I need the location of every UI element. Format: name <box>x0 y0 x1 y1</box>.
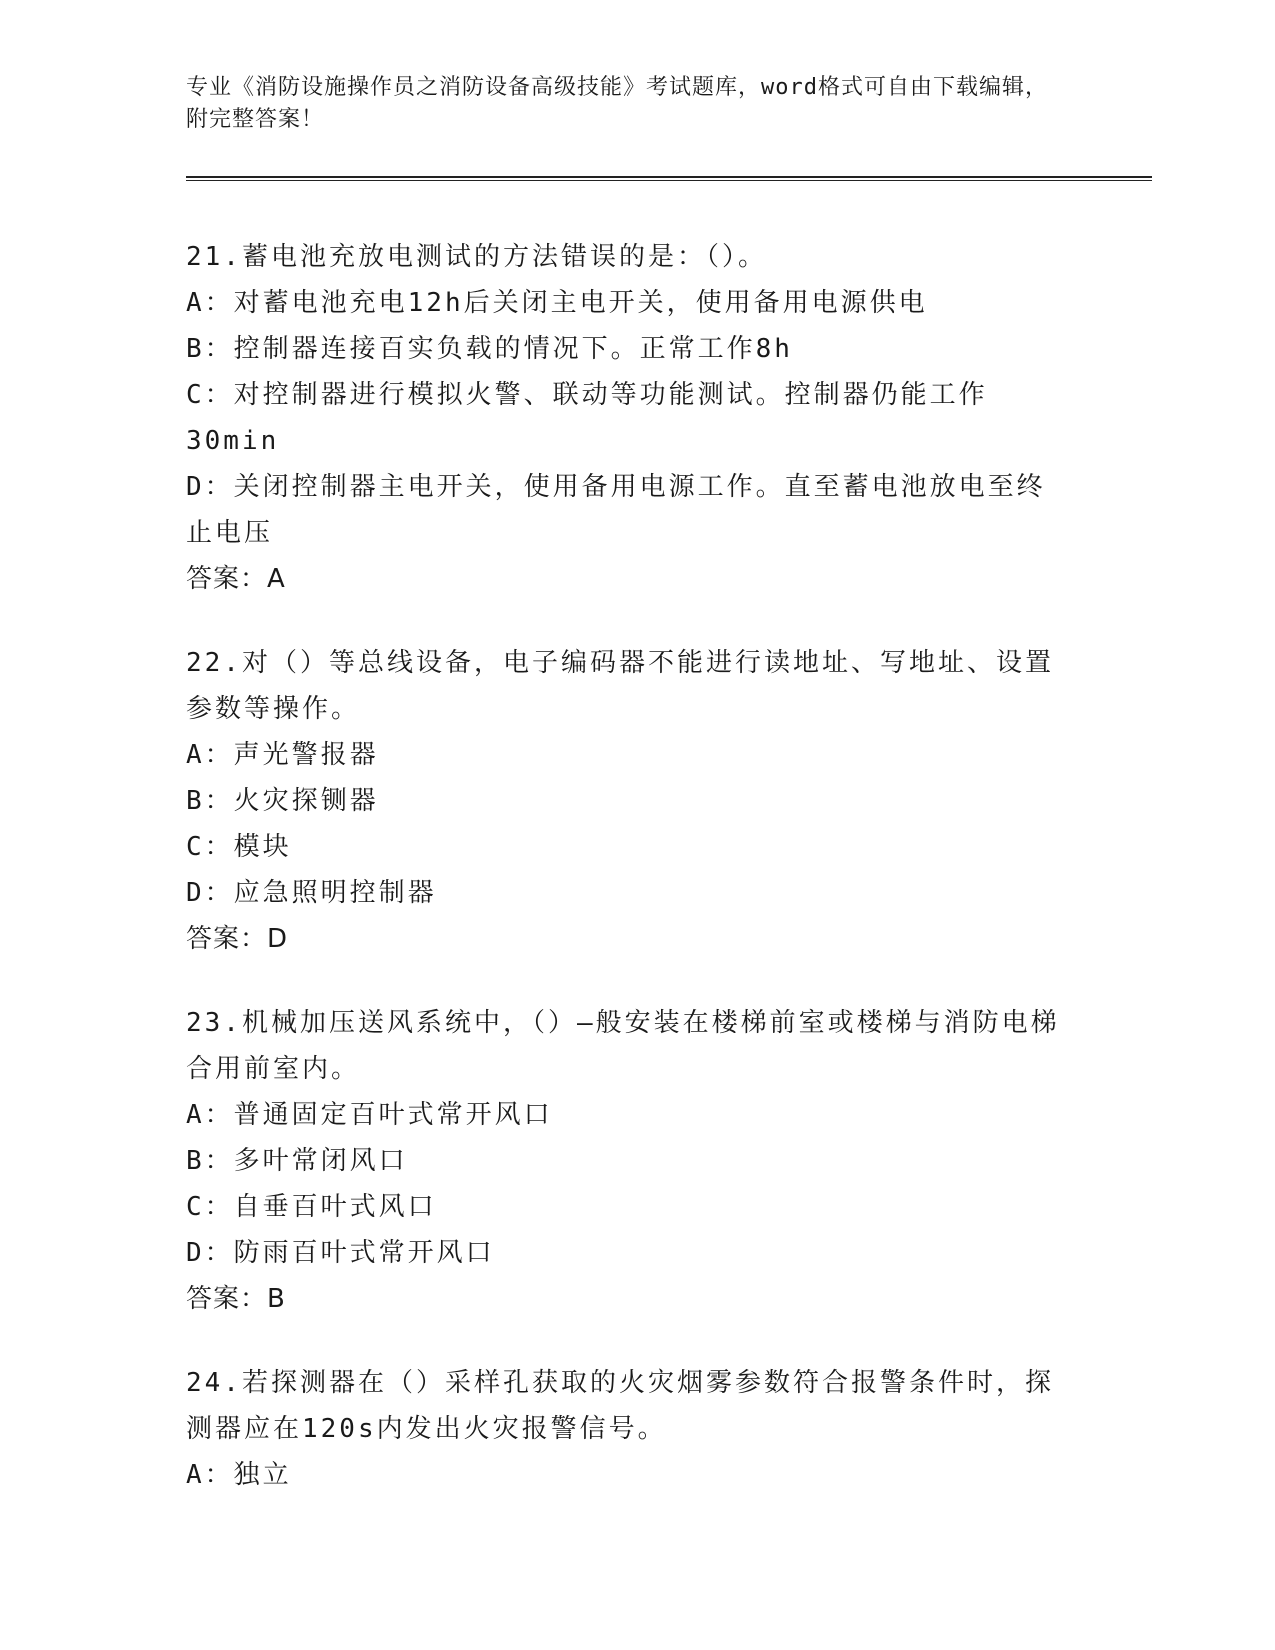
option-d: D：应急照明控制器 <box>186 878 437 908</box>
document-header: 专业《消防设施操作员之消防设备高级技能》考试题库，word格式可自由下载编辑，附完整答案！ <box>186 75 1048 132</box>
answer-label: 答案：A <box>186 564 286 594</box>
option-c: C：对控制器进行模拟火警、联动等功能测试。控制器仍能工作30min <box>186 380 988 456</box>
option-b: B：多叶常闭风口 <box>186 1146 408 1176</box>
option-c: C：自垂百叶式风口 <box>186 1192 437 1222</box>
question-21 <box>186 234 1066 602</box>
question-22 <box>186 640 1066 962</box>
question-stem: 23.机械加压送风系统中，（）—般安装在楼梯前室或楼梯与消防电梯合用前室内。 <box>186 1008 1060 1084</box>
option-d: D：关闭控制器主电开关，使用备用电源工作。直至蓄电池放电至终止电压 <box>186 472 1046 548</box>
question-stem: 24.若探测器在（）采样孔获取的火灾烟雾参数符合报警条件时，探测器应在120s内发出火灾报警信号。 <box>186 1368 1054 1444</box>
answer-label: 答案：B <box>186 1284 286 1314</box>
option-b: B：火灾探铡器 <box>186 786 379 816</box>
option-a: A：普通固定百叶式常开风口 <box>186 1100 553 1130</box>
question-24 <box>186 1360 1066 1498</box>
option-c: C：模块 <box>186 832 292 862</box>
option-d: D：防雨百叶式常开风口 <box>186 1238 495 1268</box>
header-divider <box>186 176 1152 181</box>
option-a: A：对蓄电池充电12h后关闭主电开关，使用备用电源供电 <box>186 288 928 318</box>
option-b: B：控制器连接百实负载的情况下。正常工作8h <box>186 334 793 364</box>
question-list <box>186 234 1066 1536</box>
answer-label: 答案：D <box>186 924 289 954</box>
question-stem: 22.对（）等总线设备，电子编码器不能进行读地址、写地址、设置参数等操作。 <box>186 648 1054 724</box>
question-23 <box>186 1000 1066 1322</box>
question-stem: 21.蓄电池充放电测试的方法错误的是：（）。 <box>186 242 767 272</box>
option-a: A：独立 <box>186 1460 292 1490</box>
option-a: A：声光警报器 <box>186 740 379 770</box>
